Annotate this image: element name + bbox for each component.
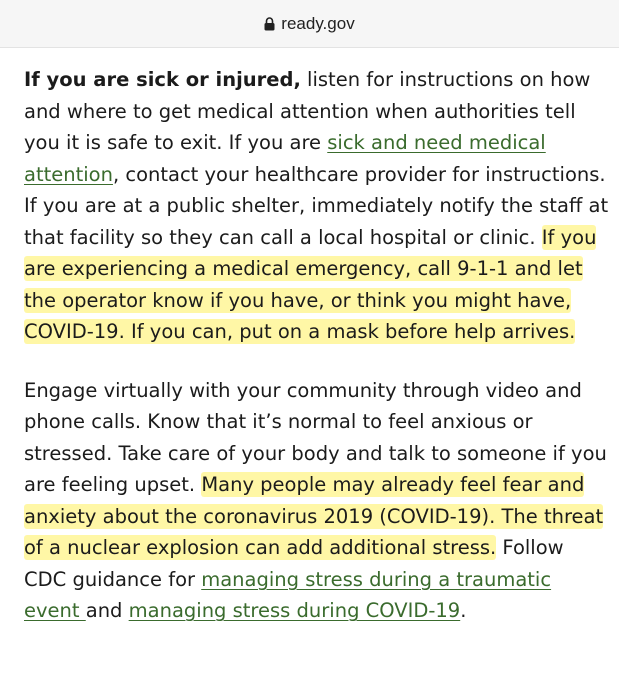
- link-managing-stress-traumatic-event[interactable]: managing stress during a traumatic event: [24, 567, 552, 622]
- paragraph-text: and: [85, 599, 129, 622]
- highlighted-text: Many people may already feel fear and anxiety about the coronavirus 2019 (COVID-19). The threat of a nuclear explosion can add additional stress.: [24, 473, 604, 559]
- link-managing-stress-covid[interactable]: managing stress during COVID-19: [128, 599, 461, 622]
- paragraph-engage-virtually: [24, 375, 609, 627]
- paragraph-text: Engage virtually with your community through video and phone calls. Know that it’s normal to feel anxious or stressed. Take care of your body and talk to someone if you are feeling upset.: [24, 378, 607, 496]
- paragraph-text: Follow CDC guidance for: [24, 536, 564, 591]
- paragraph-text: listen for instructions on how and where to get medical attention when authorities tell you it is safe to exit. If you are: [24, 68, 591, 154]
- address-bar[interactable]: [0, 0, 619, 48]
- link-sick-need-medical-attention[interactable]: sick and need medical attention: [24, 131, 546, 186]
- highlighted-text: If you are experiencing a medical emergency, call 9-1-1 and let the operator know if you have, or think you might have, COVID-19. If you can, put on a mask before help arrives.: [24, 225, 597, 343]
- bold-lead: If you are sick or injured,: [24, 68, 301, 91]
- paragraph-text: , contact your healthcare provider for instructions. If you are at a public shelter, immediately notify the staff at that facility so they can call a local hospital or clinic.: [24, 162, 609, 249]
- paragraph-text: .: [460, 599, 467, 622]
- lock-icon: [264, 17, 275, 31]
- paragraph-sick-or-injured: [24, 64, 609, 348]
- article-body: [24, 64, 609, 627]
- address-bar-domain: ready.gov: [281, 13, 355, 33]
